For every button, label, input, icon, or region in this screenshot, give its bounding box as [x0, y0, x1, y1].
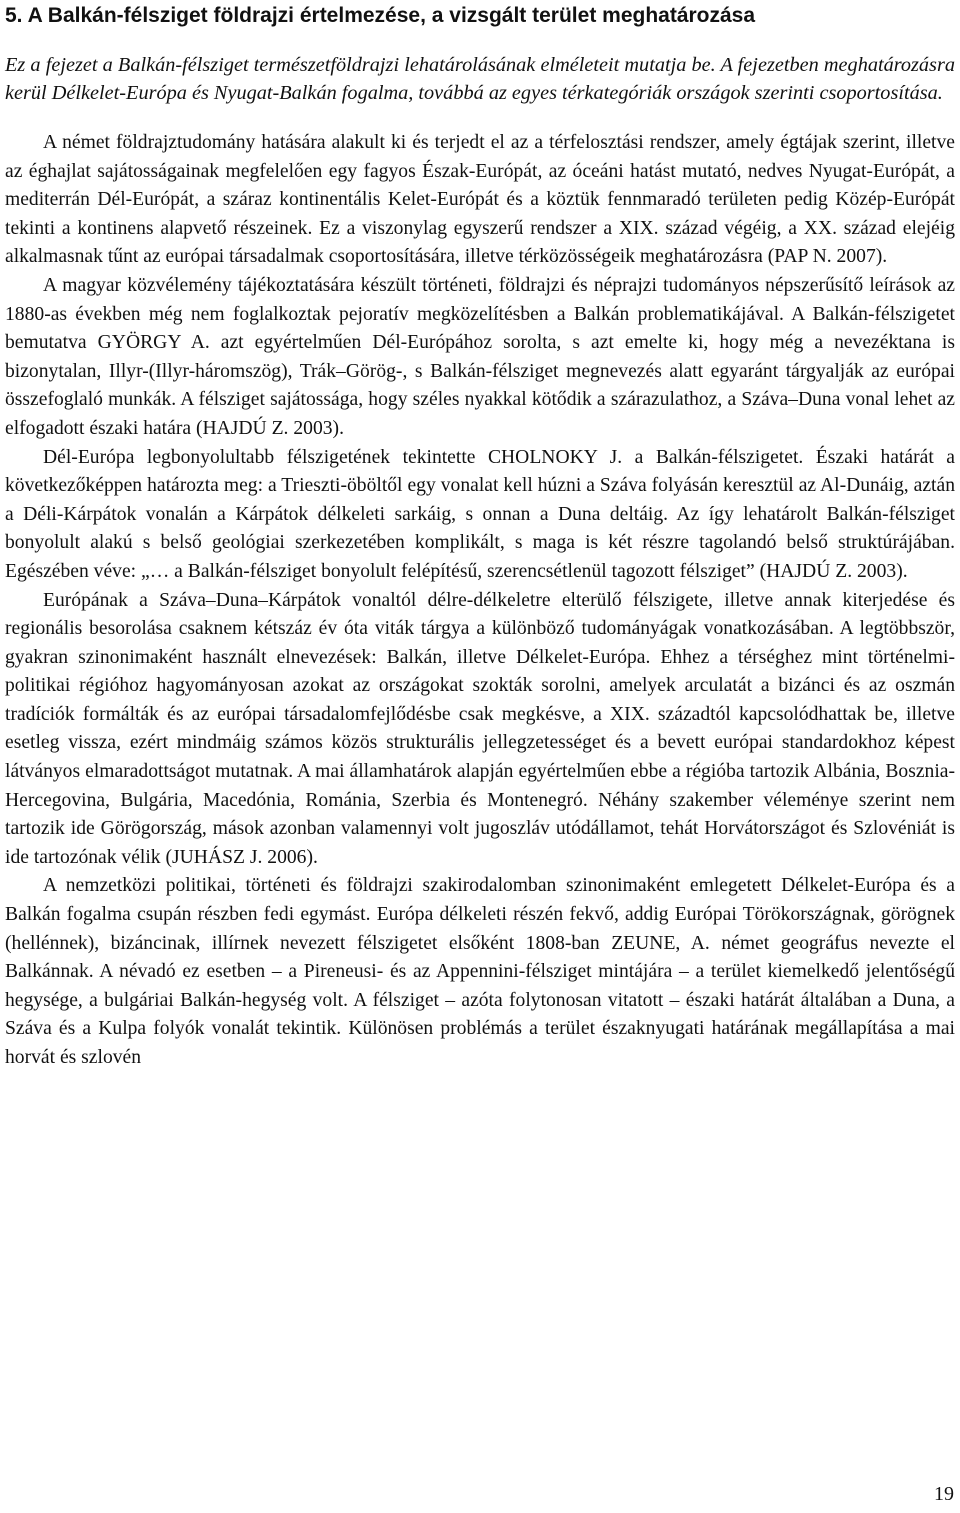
section-heading: 5. A Balkán-félsziget földrajzi értelmezése, a vizsgált terület meghatározása — [5, 4, 756, 27]
document-page — [5, 0, 955, 1073]
paragraph: Dél-Európa legbonyolultabb félszigetének tekintette CHOLNOKY J. a Balkán-félszigetet. Északi határát a következőképpen határozta meg: a Trieszti-öböltől egy vonalat kell húzni a Száva folyásán keresztül az Al-Dunáig, aztán a Déli-Kárpátok vonalán a Kárpátok délkeleti sarkáig, s onnan a Duna deltáig. Az így lehatárolt Balkán-félsziget bonyolult alakú s belső geológiai szerkezetében komplikált, s maga is két részre tagolandó belső struktúrájában. Egészében véve: „… a Balkán-félsziget bonyolult felépítésű, szerencsétlenül tagozott félsziget” (HAJDÚ Z. 2003). — [5, 446, 955, 582]
paragraph: A magyar közvélemény tájékoztatására készült történeti, földrajzi és néprajzi tudományos népszerűsítő leírások az 1880-as években még nem foglalkoztak pejoratív megközelítésben a Balkán problematikájával. A Balkán-félszigetet bemutatva GYÖRGY A. azt egyértelműen Dél-Európához sorolta, s azt emelte ki, hogy még a nevezéktana is bizonytalan, Illyr-(Illyr-háromszög), Trák–Görög-, s Balkán-félsziget megnevezés alatt egyaránt tárgyalják az európai összefoglaló munkák. A félsziget sajátossága, hogy széles nyakkal kötődik a szárazulathoz, a Száva–Duna vonal lehet az elfogadott északi határa (HAJDÚ Z. 2003). — [5, 274, 955, 439]
body-text — [5, 129, 955, 1073]
page-number: 19 — [934, 1483, 954, 1505]
paragraph: A német földrajztudomány hatására alakult ki és terjedt el az a térfelosztási rendszer, amely égtájak szerint, illetve az éghajlat sajátosságainak megfelelően egy fagyos Észak-Európát, az óceáni hatást mutató, nedves Nyugat-Európát, a mediterrán Dél-Európát, a száraz kontinentális Kelet-Európát és a köztük fennmaradó területen pedig Közép-Európát tekinti a kontinens alapvető részeinek. Ez a viszonylag egyszerű rendszer a XIX. század végéig, a XX. század elejéig alkalmasnak tűnt az európai társadalmak csoportosítására, illetve térközösségeik meghatározásra (PAP N. 2007). — [5, 132, 955, 268]
chapter-intro: Ez a fejezet a Balkán-félsziget természetföldrajzi lehatárolásának elméleteit mutatja be. A fejezetben meghatározásra kerül Délkelet-Európa és Nyugat-Balkán fogalma, továbbá az egyes térkategóriák országok szerinti csoportosítása. — [5, 54, 955, 104]
paragraph: A nemzetközi politikai, történeti és földrajzi szakirodalomban szinonimaként emlegetett Délkelet-Európa és a Balkán fogalma csupán részben fedi egymást. Európa délkeleti részén fekvő, addig Európai Törökországnak, görögnek (hellénnek), bizáncinak, illírnek nevezett félszigetet elsőként 1808-ban ZEUNE, A. német geográfus nevezte el Balkánnak. A névadó ez esetben – a Pireneusi- és az Appennini-félsziget mintájára – a terület kiemelkedő jelentőségű hegysége, a bulgáriai Balkán-hegység volt. A félsziget – azóta folytonosan vitatott – északi határát általában a Duna, a Száva és a Kulpa folyók vonalát tekintik. Különösen problémás a terület északnyugati határának megállapítása a mai horvát és szlovén — [5, 875, 955, 1068]
paragraph: Európának a Száva–Duna–Kárpátok vonaltól délre-délkeletre elterülő félszigete, illetve annak kiterjedése és regionális besorolása csaknem kétszáz év óta viták tárgya a különböző tudományágak vonatkozásában. A legtöbbször, gyakran szinonimaként használt elnevezések: Balkán, illetve Délkelet-Európa. Ehhez a térséghez mint történelmi-politikai régióhoz hagyományosan azokat az országokat szokták sorolni, amelyek arculatát a bizánci és az oszmán tradíciók formálták és az európai társadalomfejlődésbe csak megkésve, a XIX. századtól kapcsolódhattak be, illetve esetleg vissza, ezért mindmáig számos közös strukturális jellegzetességet és a bevett európai standardokhoz képest látványos elmaradottságot mutatnak. A mai államhatárok alapján egyértelműen ebbe a régióba tartozik Albánia, Bosznia-Hercegovina, Bulgária, Macedónia, Románia, Szerbia és Montenegró. Néhány szakember véleménye szerint nem tartozik ide Görögország, mások azonban valamennyi volt jugoszláv utódállamot, tehát Horvátországot és Szlovéniát is ide tartozónak vélik (JUHÁSZ J. 2006). — [5, 589, 955, 868]
